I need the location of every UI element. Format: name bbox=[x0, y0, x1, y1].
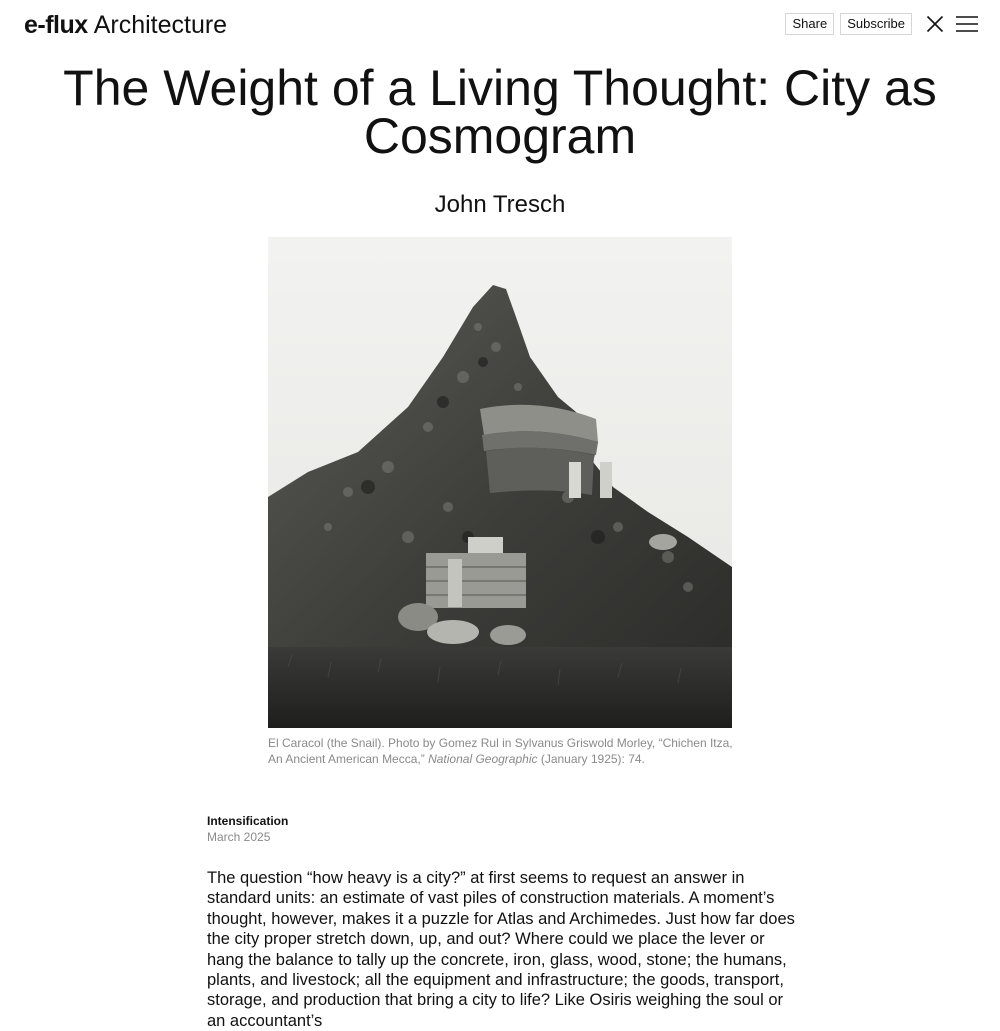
eflux-logo[interactable]: e-flux bbox=[24, 11, 88, 39]
figure-caption bbox=[268, 735, 738, 767]
el-caracol-photo bbox=[268, 237, 732, 728]
close-icon[interactable] bbox=[924, 13, 946, 35]
caption-publication: National Geographic bbox=[428, 752, 538, 766]
header-actions bbox=[785, 13, 978, 35]
site-brand[interactable] bbox=[24, 9, 227, 41]
article-title: The Weight of a Living Thought: City as Cosmogram bbox=[63, 60, 937, 164]
article-body-paragraph: The question “how heavy is a city?” at first seems to request an answer in standard units: an estimate of vast piles of construction materials. A moment’s thought, however, makes it a puzzle for Atlas and Archimedes. Just how far does the city proper stretch down, up, and out? Where could we place the lever or hang the balance to tally up the concrete, iron, glass, wood, stone; the humans, plants, and livestock; all the equipment and infrastructure; the goods, transport, storage, and production that bring a city to life? Like Osiris weighing the soul or an accountant’s bbox=[207, 869, 795, 1030]
article-image-el-caracol[interactable] bbox=[268, 237, 732, 728]
site-header bbox=[0, 0, 1000, 52]
hamburger-menu-icon[interactable] bbox=[956, 13, 978, 35]
section-name[interactable]: Architecture bbox=[93, 11, 228, 39]
share-button[interactable]: Share bbox=[785, 13, 834, 35]
article-meta bbox=[207, 813, 507, 845]
article-author[interactable]: John Tresch bbox=[434, 191, 566, 218]
caption-text: El Caracol (the Snail). Photo by Gomez Rul in Sylvanus Griswold Morley, “Chichen Itza, An Ancient American Mecca,” bbox=[268, 736, 733, 766]
publish-date: March 2025 bbox=[207, 830, 271, 844]
caption-citation: (January 1925): 74. bbox=[537, 752, 645, 766]
subscribe-button[interactable]: Subscribe bbox=[840, 13, 912, 35]
issue-link[interactable]: Intensification bbox=[207, 814, 289, 828]
